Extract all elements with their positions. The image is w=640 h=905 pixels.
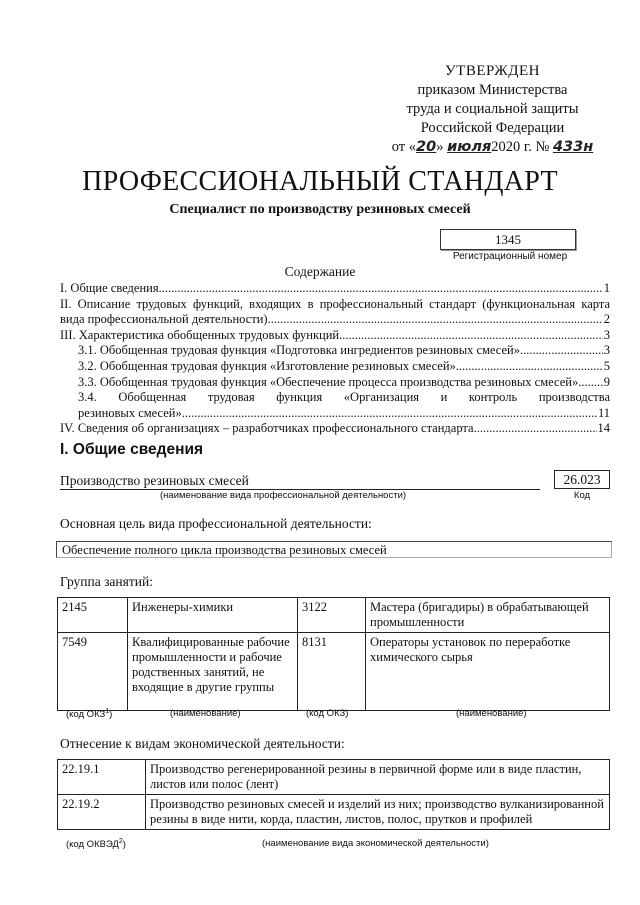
approval-line: Российской Федерации	[420, 120, 565, 136]
group-caption-name: (наименование)	[456, 708, 527, 719]
okz-name: Квалифицированные рабочие промышленности и рабочие родственных занятий, не входящие в другие группы	[128, 633, 298, 711]
table-of-contents	[60, 281, 610, 437]
okz-code: 2145	[58, 598, 128, 633]
toc-item[interactable]: 3.4. Обобщенная трудовая функция «Организация и контроль производства резиновых смесей» ..... 11	[60, 390, 610, 421]
activity-caption: (наименование вида профессиональной деятельности)	[160, 490, 407, 501]
economic-activity-table	[57, 759, 610, 830]
okz-code: 8131	[298, 633, 366, 711]
registration-number-label: Регистрационный номер	[452, 251, 568, 262]
approval-heading: УТВЕРЖДЕН	[445, 63, 540, 79]
toc-item[interactable]: 3.3. Обобщенная трудовая функция «Обеспечение процесса производства резиновых смесей» ..... 9	[60, 375, 610, 391]
table-row	[58, 633, 610, 711]
group-caption-code: (код ОКЗ$^1$)	[66, 708, 113, 721]
toc-item[interactable]: III. Характеристика обобщенных трудовых функций ..... 3	[60, 328, 610, 344]
handwritten-day: 20	[416, 139, 437, 155]
table-row	[58, 795, 610, 830]
page-subtitle: Специалист по производству резиновых смесей	[169, 202, 471, 217]
toc-item[interactable]: IV. Сведения об организациях – разработчиках профессионального стандарта ..... 14	[60, 421, 610, 437]
handwritten-month: июля	[447, 139, 492, 155]
approval-line: труда и социальной защиты	[406, 101, 579, 117]
section-heading: I. Общие сведения	[60, 441, 204, 458]
toc-item[interactable]: I. Общие сведения ..... 1	[60, 281, 610, 297]
group-label: Группа занятий:	[60, 574, 153, 589]
okz-name: Операторы установок по переработке химического сырья	[366, 633, 610, 711]
toc-item[interactable]: 3.2. Обобщенная трудовая функция «Изготовление резиновых смесей» ..... 5	[60, 359, 610, 375]
table-row	[58, 760, 610, 795]
group-caption-name: (наименование)	[170, 708, 241, 719]
okved-code: 22.19.1	[58, 760, 146, 795]
approval-date-line: от «20» июля2020 г. № 433н	[391, 139, 594, 155]
approval-line: приказом Министерства	[417, 82, 568, 98]
approval-block	[385, 62, 600, 157]
registration-number-box: 1345	[440, 229, 576, 250]
okz-code: 7549	[58, 633, 128, 711]
goal-field: Обеспечение полного цикла производства резиновых смесей	[56, 541, 612, 558]
toc-item[interactable]: 3.1. Обобщенная трудовая функция «Подготовка ингредиентов резиновых смесей» ..... 3	[60, 343, 610, 359]
goal-label: Основная цель вида профессиональной деятельности:	[60, 516, 372, 531]
okved-name: Производство регенерированной резины в первичной форме или в виде пластин, листов или полос (лент)	[146, 760, 610, 795]
page-title: ПРОФЕССИОНАЛЬНЫЙ СТАНДАРТ	[82, 166, 558, 197]
activity-name-field: Производство резиновых смесей	[60, 473, 540, 490]
okved-caption-name: (наименование вида экономической деятельности)	[262, 838, 489, 849]
occupation-group-table	[57, 597, 610, 711]
okved-caption-code: (код ОКВЭД$^2$)	[66, 838, 126, 851]
group-caption-code: (код ОКЗ)	[306, 708, 349, 719]
okz-name: Мастера (бригадиры) в обрабатывающей промышленности	[366, 598, 610, 633]
okved-code: 22.19.2	[58, 795, 146, 830]
toc-heading: Содержание	[284, 264, 356, 279]
okved-name: Производство резиновых смесей и изделий из них; производство вулканизированной резины в виде нити, корда, пластин, листов, полос, прутков и профилей	[146, 795, 610, 830]
toc-item[interactable]: II. Описание трудовых функций, входящих в профессиональный стандарт (функциональная карта вида профессиональной деятельности) ..... 2	[60, 297, 610, 328]
table-row	[58, 598, 610, 633]
okz-name: Инженеры-химики	[128, 598, 298, 633]
activity-code-box: 26.023	[554, 470, 610, 489]
okz-code: 3122	[298, 598, 366, 633]
handwritten-number: 433н	[552, 139, 594, 155]
activity-code-caption: Код	[573, 490, 591, 501]
okved-label: Отнесение к видам экономической деятельности:	[60, 736, 345, 751]
